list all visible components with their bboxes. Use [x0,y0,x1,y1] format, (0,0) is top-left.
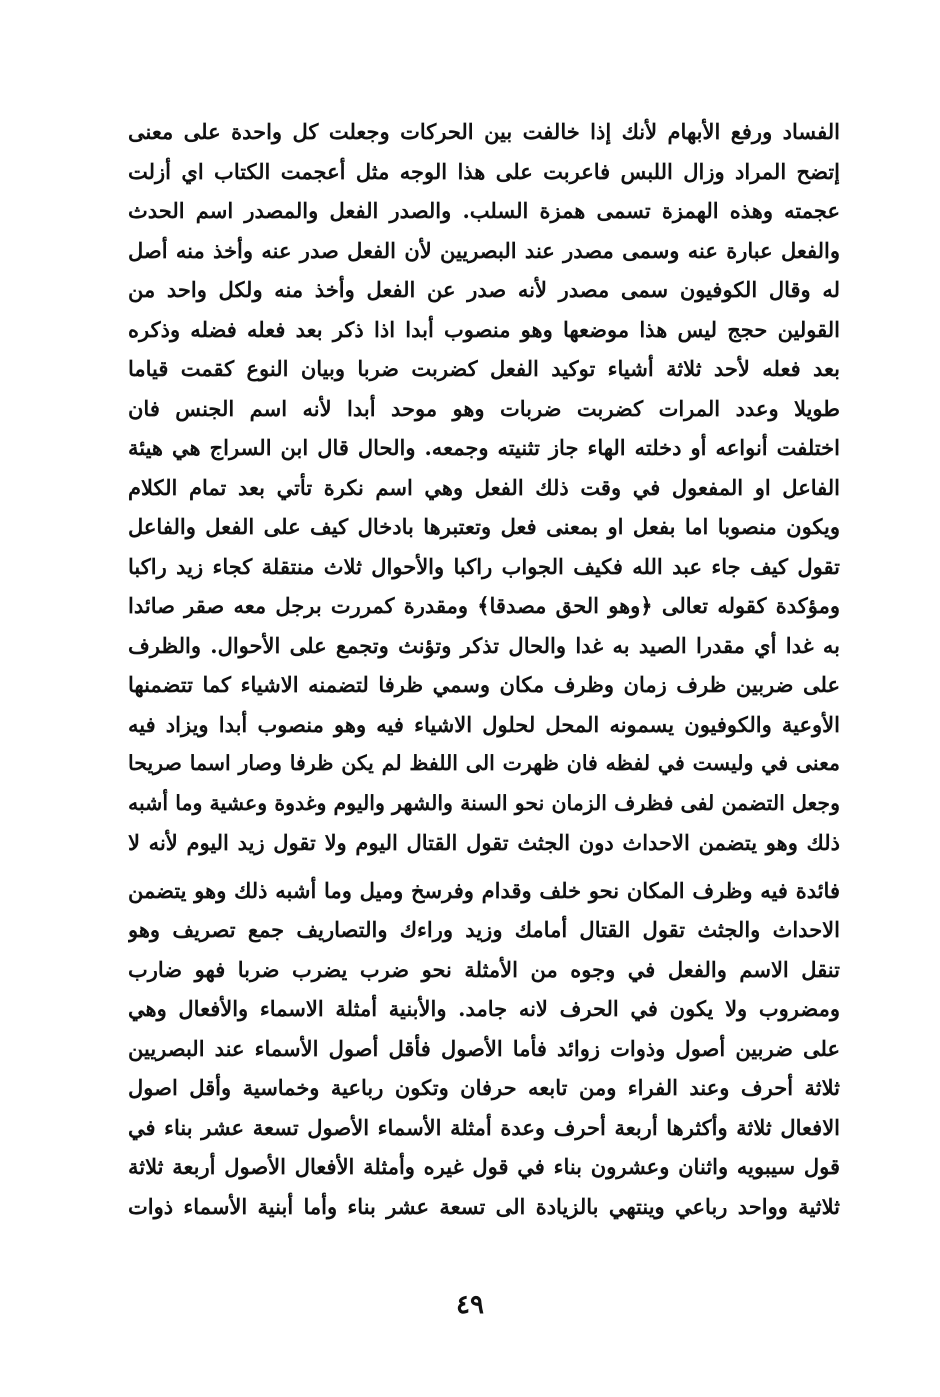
text-line: والفعل عبارة عنه وسمى مصدر عند البصريين لأن الفعل صدر عنه وأخذ منه أصل [128,237,840,263]
text-line: وجعل التضمن لفى فظرف الزمان نحو السنة والشهر واليوم وغدوة وعشية وما أشبه [128,790,840,815]
text-line: ثلاثة أحرف وعند الفراء ومن تابعه حرفان وتكون رباعية وخماسية وأقل اصول [128,1075,840,1100]
text-line: ومؤكدة كقوله تعالى ﴿وهو الحق مصدقا﴾ ومقدرة كمررت برجل معه صقر صائدا [128,593,840,618]
text-line: الفساد ورفع الأبهام لأنك إذا خالفت بين الحركات وجعلت كل واحدة على معنى [128,119,840,144]
text-line: بعد فعله لأحد ثلاثة أشياء توكيد الفعل كضربت ضربا وبيان النوع كقمت قياما [128,356,840,381]
text-line: الافعال ثلاثة وأكثرها أربعة أحرف وعدة أمثلة الأسماء الأصول تسعة عشر بناء في [128,1114,840,1140]
text-line: على ضربين أصول وذوات زوائد فأما الأصول فأقل أصول الأسماء عند البصريين [128,1035,840,1061]
text-line: اختلفت أنواعه أو دخلته الهاء جاز تثنيته وجمعه. والحال قال ابن السراج هي هيئة [128,435,840,460]
text-line: عجمته وهذه الهمزة تسمى همزة السلب. والصدر الفعل والمصدر اسم الحدث [128,198,840,223]
text-line: ثلاثية وواحد رباعي وينتهي بالزيادة الى تسعة عشر بناء وأما أبنية الأسماء ذوات [128,1193,840,1219]
body-text [128,112,840,1226]
page-number: ٤٩ [456,1290,484,1320]
text-line: قول سيبويه واثنان وعشرون بناء في قول غيره وأمثلة الأفعال الأصول أربعة ثلاثة [128,1154,840,1179]
text-line: على ضربين ظرف زمان وظرف مكان وسمي ظرفا لتضمنه الاشياء كما تتضمنها [128,672,840,697]
text-line: له وقال الكوفيون سمى مصدر لأنه صدر عن الفعل وأخذ منه ولكل واحد من [128,277,840,302]
text-line: ذلك وهو يتضمن الاحداث دون الجثث تقول القتال اليوم ولا تقول زيد اليوم لأنه لا [128,830,840,855]
text-line: ويكون منصوبا اما بفعل او بمعنى فعل وتعتبرها بادخال كيف على الفعل والفاعل [128,514,840,539]
text-line: الاحداث والجثث تقول القتال أمامك وزيد وراءك والتصاريف جمع تصريف وهو [128,917,840,942]
text-line: ومضروب ولا يكون في الحرف لانه جامد. والأبنية أمثلة الاسماء والأفعال وهي [128,996,840,1021]
text-line: تقول كيف جاء عبد الله فكيف الجواب راكبا والأحوال ثلاث منتقلة كجاء زيد راكبا [128,553,840,579]
text-line: طويلا وعدد المرات كضربت ضربات وهو موحد أبدا لأنه اسم الجنس فان [128,395,840,421]
text-line: الأوعية والكوفيون يسمونه المحل لحلول الاشياء فيه وهو منصوب أبدا ويزاد فيه [128,711,840,737]
text-line: به غدا أي مقدرا الصيد به غدا والحال تذكر وتؤنث وتجمع على الأحوال. والظرف [128,632,840,658]
text-line: إتضح المراد وزال اللبس فاعربت على هذا الوجه مثل أعجمت الكتاب اي أزلت [128,158,840,184]
text-line: فائدة فيه وظرف المكان نحو خلف وقدام وفرسخ وميل وما أشبه ذلك وهو يتضمن [128,877,840,903]
text-line: الفاعل او المفعول في وقت ذلك الفعل وهي اسم نكرة تأتي بعد تمام الكلام [128,474,840,500]
text-line: معنى في وليست في لفظه فان ظهرت الى اللفظ لم يكن ظرفا وصار اسما صريحا [128,751,840,775]
text-line: القولين حجج ليس هذا موضعها وهو منصوب أبدا اذا ذكر بعد فعله فضله وذكره [128,316,840,342]
text-line: تنقل الاسم والفعل في وجوه من الأمثلة نحو ضرب يضرب ضربا فهو ضارب [128,956,840,982]
